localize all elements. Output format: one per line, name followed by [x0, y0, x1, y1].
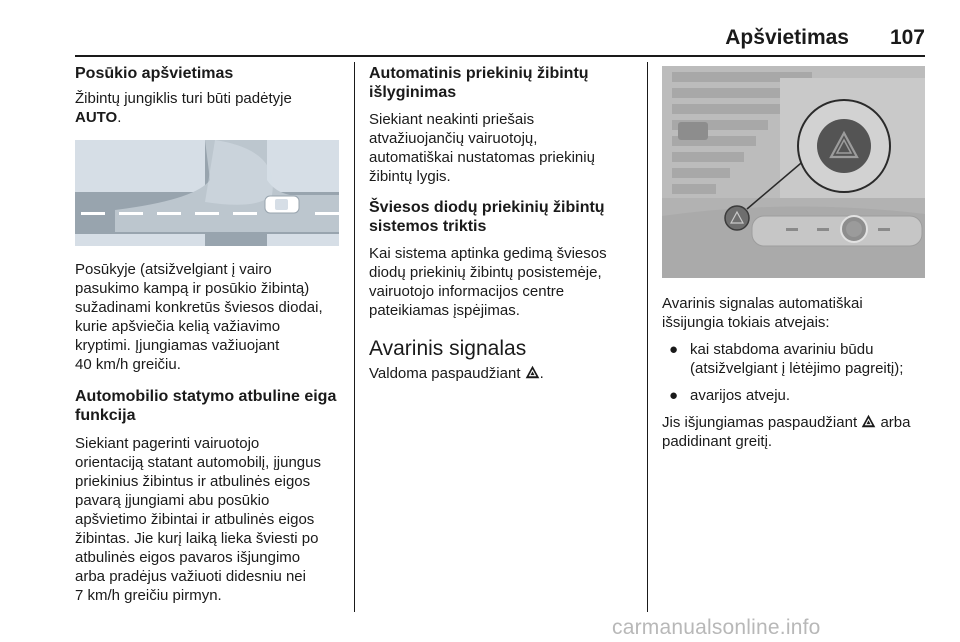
heading-cornering: Posūkio apšvietimas	[75, 65, 234, 82]
header-rule	[75, 55, 925, 57]
column-right	[662, 64, 927, 451]
para-hazard: Valdoma paspaudžiant .	[369, 365, 544, 382]
watermark: carmanualsonline.info	[612, 616, 821, 639]
hazard-button-photo	[662, 66, 925, 278]
list-item: ● avarijos atveju.	[669, 387, 791, 404]
column-left	[75, 64, 343, 605]
bullet-icon: ●	[669, 341, 679, 358]
column-divider-2	[647, 62, 648, 612]
column-divider-1	[354, 62, 355, 612]
hazard-triangle-icon	[525, 365, 540, 379]
para-parking-reverse: Siekiant pagerinti vairuotojo orientaciją statant automobilį, įjungus priekinius žibintus ir atbulinės eigos pavarą įjungiami abu posūkio apšvietimo žibintai ir atbulinės eigos žibintas. Jie kurį laiką lieka šviesti po atbulinės eigos pavaros išjungimo arba pradėjus važiuoti didesniu nei 7 km/h greičiu pirmyn.	[75, 435, 321, 604]
para-auto-off: Avarinis signalas automatiškai išsijungia tokiais atvejais:	[662, 295, 863, 331]
dashboard-illustration	[662, 66, 925, 278]
para-turn-off: Jis išjungiamas paspaudžiant arba padidinant greitį.	[662, 414, 911, 450]
auto-label: AUTO	[75, 109, 118, 126]
para-cornering: Posūkyje (atsižvelgiant į vairo pasukimo kampą ir posūkio žibintą) sužadinami konkretūs šviesos diodai, kurie apšviečia kelią važiavimo kryptimi. Įjungiamas važiuojant 40 km/h greičiu.	[75, 261, 323, 373]
bullet-icon: ●	[669, 387, 679, 404]
page-number: 107	[889, 26, 925, 49]
heading-auto-leveling: Automatinis priekinių žibintų išlyginimas	[369, 65, 589, 101]
hazard-triangle-icon	[861, 414, 876, 428]
header-title: Apšvietimas	[725, 26, 849, 49]
para-switch-position: Žibintų jungiklis turi būti padėtyje AUTO.	[75, 90, 292, 126]
para-auto-leveling: Siekiant neakinti priešais atvažiuojančių vairuotojų, automatiškai nustatomas priekinių žibintų lygis.	[369, 111, 595, 185]
para-led-fault: Kai sistema aptinka gedimą šviesos diodų priekinių žibintų posistemėje, vairuotojo informacijos centre pateikiamas įspėjimas.	[369, 245, 607, 319]
list-item: ● kai stabdoma avariniu būdu (atsižvelgiant į lėtėjimo pagreitį);	[669, 341, 904, 377]
auto-off-list	[662, 340, 927, 405]
heading-hazard: Avarinis signalas	[369, 337, 527, 360]
column-middle	[369, 64, 637, 383]
heading-led-fault: Šviesos diodų priekinių žibintų sistemos triktis	[369, 199, 605, 235]
cornering-light-illustration	[75, 140, 339, 246]
car-icon	[265, 196, 299, 213]
page-header	[75, 26, 925, 54]
road-illustration	[75, 140, 339, 246]
heading-parking-reverse: Automobilio statymo atbuline eiga funkcija	[75, 388, 337, 424]
